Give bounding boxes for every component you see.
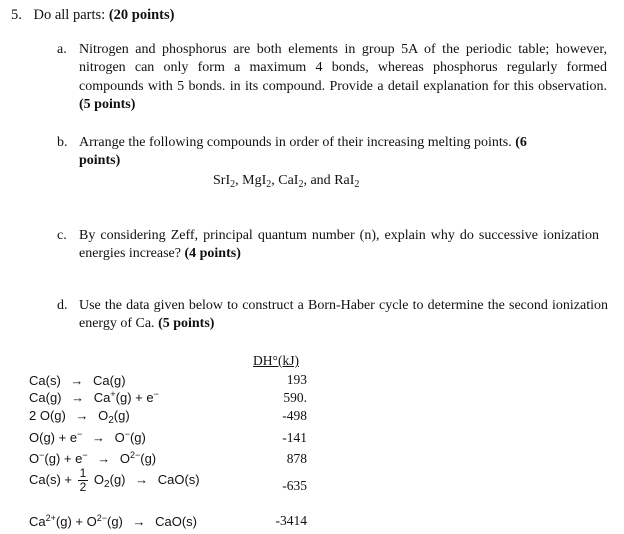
part-d-body: Use the data given below to construct a Born-Haber cycle to determine the second ionization energy of Ca.: [79, 298, 608, 332]
arrow: →: [91, 430, 105, 445]
fraction-one-half: [78, 467, 89, 494]
value-6: -635: [282, 478, 307, 493]
part-c-text: [79, 227, 599, 264]
reactant: Ca(s): [29, 373, 61, 388]
arrow: →: [132, 514, 146, 529]
reactant: O(g) + e: [29, 430, 78, 445]
charge: −: [153, 389, 159, 399]
part-a-body: Nitrogen and phosphorus are both elements in group 5A of the periodic table; however, nitrogen can only form a maximum 4 bonds, whereas phosphorus regularly formed compounds with 5 bonds. in its compound. Provide a detail explanation for this observation.: [79, 42, 607, 94]
charge: −: [124, 429, 130, 439]
part-b-text: [79, 134, 527, 152]
compound-mgi2: MgI: [242, 173, 267, 188]
part-b-label: b.: [57, 135, 68, 150]
product: O: [119, 451, 130, 466]
compound-list: SrI$_2$, MgI$_2$, CaI$_2$, and RaI$_2$: [213, 173, 360, 190]
arrow: →: [135, 471, 149, 487]
question-points: (20 points): [108, 7, 175, 23]
product: CaO(s): [157, 471, 200, 487]
part-a-text: [79, 41, 607, 115]
subscript: 2: [266, 179, 272, 190]
product: O: [98, 408, 109, 423]
compound-cai2: CaI: [278, 173, 299, 188]
part-d-label: d.: [57, 298, 68, 313]
reaction-1: [29, 373, 126, 388]
reaction-6: [29, 467, 200, 494]
value-2: 590.: [283, 390, 307, 405]
reaction-2: [29, 390, 159, 405]
value-5: 878: [286, 451, 307, 466]
reaction-7: [29, 514, 197, 529]
question-header: [11, 7, 174, 24]
value-4: -141: [282, 430, 307, 445]
part-b-points-2: points): [79, 153, 121, 168]
reactant: O: [93, 471, 105, 487]
part-b-points-2-row: [79, 152, 120, 170]
part-d-points: (5 points): [158, 316, 215, 332]
charge: +: [110, 389, 116, 399]
arrow: →: [71, 390, 85, 405]
arrow: →: [70, 373, 84, 388]
charge: −: [77, 429, 83, 439]
part-c-label: c.: [57, 228, 67, 243]
reactant: (g) + e: [44, 451, 83, 466]
compound-and: and: [310, 173, 331, 188]
question-number: 5.: [11, 7, 22, 23]
charge: 2−: [129, 450, 141, 460]
subscript: 2: [354, 179, 360, 190]
product: (g) + e: [115, 390, 154, 405]
charge: −: [39, 450, 45, 460]
reactant: Ca: [29, 514, 46, 529]
subscript: 2: [298, 179, 304, 190]
product: (g): [113, 408, 130, 423]
arrow: →: [75, 408, 89, 423]
compound-sri2: SrI: [213, 173, 231, 188]
compound-rai2: RaI: [334, 173, 355, 188]
arrow: →: [97, 451, 111, 466]
product: (g): [140, 451, 157, 466]
reactant: (g): [106, 514, 123, 529]
subscript: 2: [104, 478, 110, 490]
reactant: (g) + O: [55, 514, 97, 529]
product: CaO(s): [155, 514, 198, 529]
part-a-points: (5 points): [79, 97, 136, 113]
reactant: Ca(g): [29, 390, 62, 405]
value-7: -3414: [275, 513, 307, 528]
value-3: -498: [282, 408, 307, 423]
part-a-label: a.: [57, 42, 67, 57]
charge: 2−: [96, 513, 107, 523]
value-1: 193: [286, 372, 307, 387]
charge: −: [82, 450, 88, 460]
denominator: 2: [79, 480, 87, 494]
product: Ca(g): [93, 373, 126, 388]
question-intro: Do all parts:: [33, 7, 109, 23]
product: (g): [129, 430, 146, 445]
reaction-4: [29, 430, 146, 445]
reactant: O: [29, 451, 40, 466]
part-c-body: By considering Zeff, principal quantum number (n), explain why do successive ionization energies increase?: [79, 228, 599, 262]
reaction-5: [29, 451, 156, 466]
part-d-text: [79, 297, 608, 334]
part-b-points-1: (6: [515, 135, 527, 150]
reaction-3: [29, 408, 130, 426]
part-c-points: (4 points): [184, 246, 241, 262]
subscript: 2: [108, 415, 114, 426]
reactant: Ca(s) +: [29, 471, 72, 487]
dh-header: DH°(kJ): [253, 353, 299, 368]
numerator: 1: [79, 466, 87, 480]
subscript: 2: [230, 179, 236, 190]
reactant: 2 O(g): [29, 408, 66, 423]
product: Ca: [93, 390, 111, 405]
product: O: [114, 430, 125, 445]
charge: 2+: [45, 513, 56, 523]
reactant: (g): [109, 471, 126, 487]
part-b-body: Arrange the following compounds in order of their increasing melting points.: [79, 135, 516, 150]
